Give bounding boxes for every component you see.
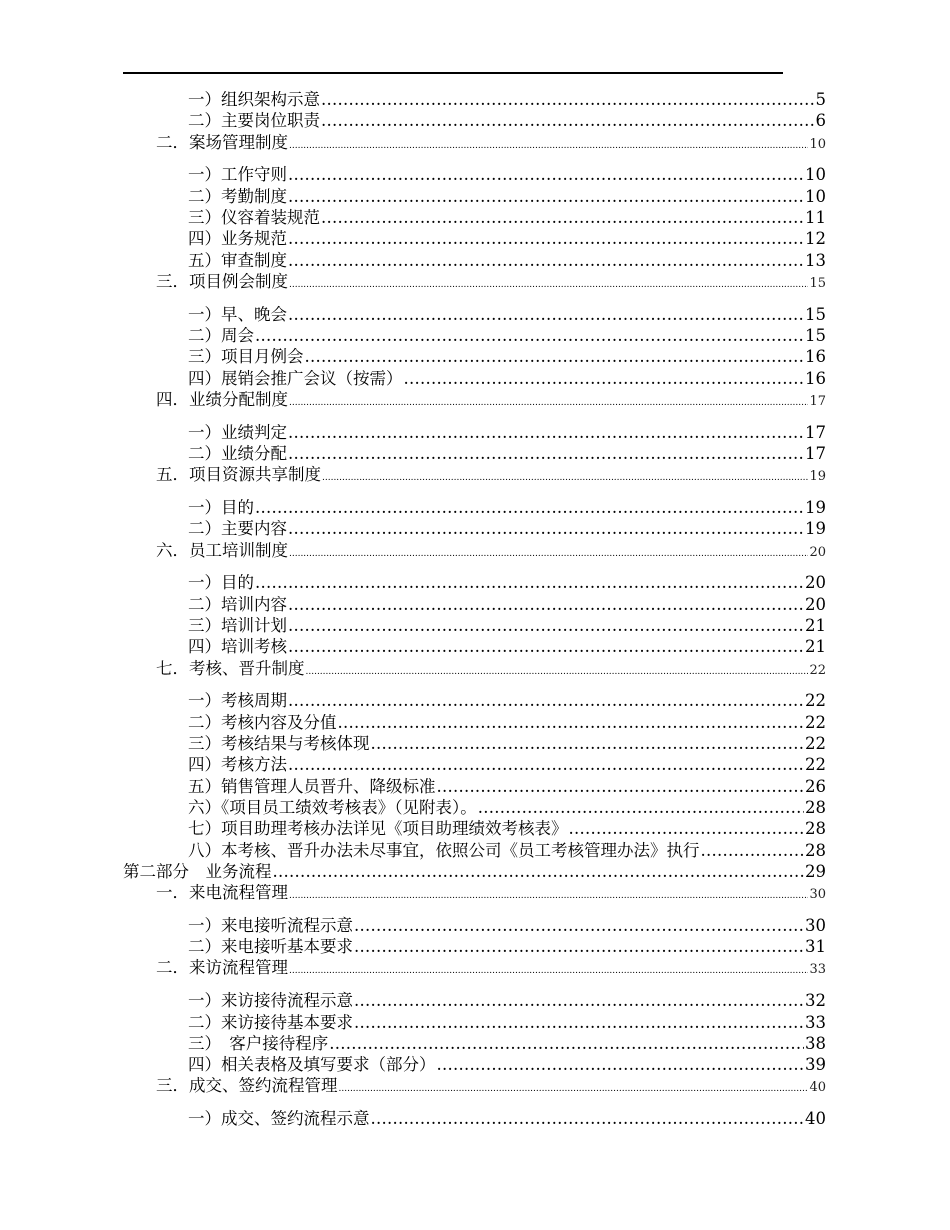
toc-section-entry[interactable] bbox=[156, 271, 826, 292]
dot-leader bbox=[288, 594, 804, 615]
toc-entry-page: 30 bbox=[805, 915, 826, 935]
toc-entry-page: 22 bbox=[809, 662, 826, 678]
dot-leader bbox=[437, 1054, 805, 1075]
dot-leader bbox=[255, 325, 804, 346]
toc-entry-page: 22 bbox=[805, 691, 826, 711]
toc-entry[interactable] bbox=[188, 615, 826, 636]
toc-entry-title: 一）工作守则 bbox=[188, 165, 287, 185]
toc-entry[interactable] bbox=[188, 207, 826, 228]
dot-leader bbox=[354, 990, 804, 1011]
dot-leader bbox=[289, 275, 808, 296]
toc-entry-page: 12 bbox=[805, 229, 826, 249]
toc-entry-title: 六．员工培训制度 bbox=[156, 540, 288, 560]
toc-entry-title: 一）目的 bbox=[188, 573, 254, 593]
toc-entry-page: 19 bbox=[805, 519, 826, 539]
toc-entry-title: 七）项目助理考核办法详见《项目助理绩效考核表》 bbox=[188, 819, 568, 839]
toc-entry-page: 28 bbox=[805, 840, 826, 860]
toc-entry-title: 一）业绩判定 bbox=[188, 422, 287, 442]
dot-leader bbox=[338, 712, 805, 733]
toc-entry-title: 四）培训考核 bbox=[188, 637, 287, 657]
toc-entry[interactable] bbox=[188, 1012, 826, 1033]
toc-section-entry[interactable] bbox=[156, 882, 826, 903]
toc-entry[interactable] bbox=[188, 1033, 826, 1054]
dot-leader bbox=[354, 915, 804, 936]
toc-entry-title: 三）项目月例会 bbox=[188, 347, 304, 367]
toc-entry-page: 17 bbox=[805, 422, 826, 442]
toc-entry[interactable] bbox=[188, 776, 826, 797]
toc-entry[interactable] bbox=[188, 346, 826, 367]
toc-entry[interactable] bbox=[188, 840, 826, 861]
toc-entry-title: 五）审查制度 bbox=[188, 250, 287, 270]
dot-leader bbox=[354, 1012, 804, 1033]
toc-entry-page: 28 bbox=[805, 819, 826, 839]
toc-entry-page: 30 bbox=[809, 887, 826, 903]
toc-entry-page: 6 bbox=[815, 111, 826, 131]
dot-leader bbox=[273, 861, 805, 882]
dot-leader bbox=[288, 754, 804, 775]
toc-entry-page: 29 bbox=[805, 861, 826, 881]
toc-entry-title: 三）考核结果与考核体现 bbox=[188, 734, 370, 754]
toc-entry-page: 16 bbox=[805, 347, 826, 367]
toc-entry-title: 七．考核、晋升制度 bbox=[156, 658, 305, 678]
toc-entry-title: 二）业绩分配 bbox=[188, 443, 287, 463]
toc-entry-title: 二．案场管理制度 bbox=[156, 132, 288, 152]
dot-leader bbox=[371, 1108, 805, 1129]
toc-entry[interactable] bbox=[188, 325, 826, 346]
toc-entry-page: 15 bbox=[809, 275, 826, 291]
dot-leader bbox=[371, 733, 805, 754]
dot-leader bbox=[289, 393, 808, 414]
toc-section-entry[interactable] bbox=[156, 464, 826, 485]
dot-leader bbox=[305, 346, 805, 367]
toc-entry-page: 15 bbox=[805, 304, 826, 324]
toc-entry[interactable] bbox=[188, 936, 826, 957]
dot-leader bbox=[354, 936, 804, 957]
toc-entry-page: 26 bbox=[805, 776, 826, 796]
toc-entry-page: 15 bbox=[805, 325, 826, 345]
toc-entry-title: 一）成交、签约流程示意 bbox=[188, 1109, 370, 1129]
toc-entry[interactable] bbox=[188, 990, 826, 1011]
dot-leader bbox=[339, 1079, 809, 1100]
toc-entry-page: 21 bbox=[805, 637, 826, 657]
toc-entry-page: 5 bbox=[815, 90, 826, 109]
dot-leader bbox=[288, 228, 804, 249]
toc-entry[interactable] bbox=[188, 89, 826, 110]
toc-entry-title: 二．来访流程管理 bbox=[156, 958, 288, 978]
toc-entry-page: 22 bbox=[805, 712, 826, 732]
dot-leader bbox=[701, 840, 805, 861]
toc-entry-title: 四）相关表格及填写要求（部分） bbox=[188, 1055, 436, 1075]
toc-entry-page: 20 bbox=[805, 594, 826, 614]
toc-entry-page: 32 bbox=[805, 991, 826, 1011]
toc-entry-page: 19 bbox=[805, 498, 826, 518]
dot-leader bbox=[288, 615, 804, 636]
toc-entry[interactable] bbox=[188, 636, 826, 657]
dot-leader bbox=[321, 89, 815, 110]
toc-entry-title: 五）销售管理人员晋升、降级标准 bbox=[188, 776, 436, 796]
toc-entry-title: 第二部分 业务流程 bbox=[123, 861, 272, 881]
toc-entry-title: 二）主要岗位职责 bbox=[188, 111, 320, 131]
toc-entry-title: 二）来访接待基本要求 bbox=[188, 1012, 353, 1032]
toc-entry-page: 40 bbox=[805, 1109, 826, 1129]
toc-section-entry[interactable] bbox=[156, 389, 826, 410]
toc-entry-page: 17 bbox=[809, 393, 826, 409]
dot-leader bbox=[288, 164, 804, 185]
toc-entry[interactable] bbox=[188, 368, 826, 389]
toc-entry[interactable] bbox=[188, 754, 826, 775]
toc-entry[interactable] bbox=[188, 250, 826, 271]
toc-entry-page: 19 bbox=[809, 469, 826, 485]
toc-entry-page: 40 bbox=[809, 1080, 826, 1096]
dot-leader bbox=[288, 422, 804, 443]
toc-entry-title: 三）培训计划 bbox=[188, 616, 287, 636]
toc-entry-title: 三） 客户接待程序 bbox=[188, 1033, 329, 1053]
toc-entry[interactable] bbox=[188, 422, 826, 443]
toc-entry[interactable] bbox=[188, 594, 826, 615]
toc-entry-title: 六）《项目员工绩效考核表》（见附表）。 bbox=[188, 797, 477, 817]
toc-entry[interactable] bbox=[188, 228, 826, 249]
toc-entry-page: 10 bbox=[805, 186, 826, 206]
dot-leader bbox=[288, 250, 804, 271]
dot-leader bbox=[437, 776, 805, 797]
toc-entry-page: 17 bbox=[805, 443, 826, 463]
toc-entry-page: 33 bbox=[809, 962, 826, 978]
toc-section-entry[interactable] bbox=[156, 132, 826, 153]
toc-entry-title: 二）主要内容 bbox=[188, 519, 287, 539]
toc-entry-page: 31 bbox=[805, 937, 826, 957]
toc-entry[interactable] bbox=[188, 915, 826, 936]
toc-entry-title: 一）组织架构示意 bbox=[188, 90, 320, 109]
dot-leader bbox=[322, 468, 808, 489]
toc-entry[interactable] bbox=[188, 797, 826, 818]
toc-entry-page: 21 bbox=[805, 616, 826, 636]
toc-entry-title: 二）来电接听基本要求 bbox=[188, 937, 353, 957]
dot-leader bbox=[289, 886, 808, 907]
dot-leader bbox=[569, 818, 805, 839]
toc-entry[interactable] bbox=[188, 304, 826, 325]
dot-leader bbox=[288, 304, 804, 325]
dot-leader bbox=[404, 368, 805, 389]
toc-entry-page: 33 bbox=[805, 1012, 826, 1032]
toc-entry-title: 二）周会 bbox=[188, 325, 254, 345]
toc-entry-page: 10 bbox=[809, 136, 826, 152]
toc-entry[interactable] bbox=[188, 572, 826, 593]
toc-section-entry[interactable] bbox=[156, 658, 826, 679]
toc-entry-page: 13 bbox=[805, 250, 826, 270]
dot-leader bbox=[321, 207, 804, 228]
toc-entry-page: 22 bbox=[805, 755, 826, 775]
dot-leader bbox=[289, 544, 808, 565]
dot-leader bbox=[255, 497, 804, 518]
toc-entry-title: 二）培训内容 bbox=[188, 594, 287, 614]
toc-entry[interactable] bbox=[188, 1108, 826, 1129]
toc-entry-title: 四．业绩分配制度 bbox=[156, 389, 288, 409]
dot-leader bbox=[478, 797, 804, 818]
toc-section-entry[interactable] bbox=[156, 957, 826, 978]
toc-entry-page: 38 bbox=[805, 1033, 826, 1053]
dot-leader bbox=[288, 690, 804, 711]
toc-entry-title: 三．成交、签约流程管理 bbox=[156, 1076, 338, 1096]
toc-entry-title: 二）考核内容及分值 bbox=[188, 712, 337, 732]
toc-entry[interactable] bbox=[188, 518, 826, 539]
toc-entry-title: 一）来访接待流程示意 bbox=[188, 991, 353, 1011]
toc-entry-title: 四）考核方法 bbox=[188, 755, 287, 775]
toc-entry[interactable] bbox=[188, 818, 826, 839]
toc-entry[interactable] bbox=[188, 110, 826, 131]
toc-entry-page: 39 bbox=[805, 1055, 826, 1075]
toc-entry[interactable] bbox=[188, 1054, 826, 1075]
toc-entry-title: 四）业务规范 bbox=[188, 229, 287, 249]
toc-entry[interactable] bbox=[188, 443, 826, 464]
dot-leader bbox=[289, 961, 808, 982]
toc-entry-title: 三．项目例会制度 bbox=[156, 271, 288, 291]
toc-entry-title: 一）考核周期 bbox=[188, 691, 287, 711]
toc-entry-title: 八）本考核、晋升办法未尽事宜，依照公司《员工考核管理办法》执行 bbox=[188, 840, 700, 860]
toc-entry[interactable] bbox=[188, 164, 826, 185]
dot-leader bbox=[329, 1033, 804, 1054]
toc-entry-title: 一）目的 bbox=[188, 498, 254, 518]
toc-entry[interactable] bbox=[188, 733, 826, 754]
toc-entry-page: 16 bbox=[805, 368, 826, 388]
toc-part-entry[interactable] bbox=[123, 861, 826, 882]
dot-leader bbox=[255, 572, 804, 593]
toc-entry-title: 三）仪容着装规范 bbox=[188, 207, 320, 227]
toc-section-entry[interactable] bbox=[156, 540, 826, 561]
toc-entry-title: 二）考勤制度 bbox=[188, 186, 287, 206]
toc-section-entry[interactable] bbox=[156, 1075, 826, 1096]
toc-entry-page: 22 bbox=[805, 734, 826, 754]
dot-leader bbox=[288, 443, 804, 464]
dot-leader bbox=[288, 636, 804, 657]
toc-entry-page: 10 bbox=[805, 165, 826, 185]
toc-entry[interactable] bbox=[188, 690, 826, 711]
dot-leader bbox=[306, 662, 809, 683]
toc-entry-page: 20 bbox=[809, 544, 826, 560]
dot-leader bbox=[289, 136, 808, 157]
dot-leader bbox=[288, 186, 804, 207]
dot-leader bbox=[288, 518, 804, 539]
toc-entry-title: 一）早、晚会 bbox=[188, 304, 287, 324]
toc-entry-page: 28 bbox=[805, 797, 826, 817]
header-rule bbox=[123, 72, 783, 74]
table-of-contents bbox=[0, 89, 950, 1130]
toc-entry[interactable] bbox=[188, 497, 826, 518]
toc-entry-title: 一）来电接听流程示意 bbox=[188, 915, 353, 935]
toc-entry-page: 20 bbox=[805, 573, 826, 593]
toc-entry-page: 11 bbox=[805, 207, 826, 227]
toc-entry-title: 四）展销会推广会议（按需） bbox=[188, 368, 403, 388]
dot-leader bbox=[321, 110, 815, 131]
toc-entry[interactable] bbox=[188, 712, 826, 733]
toc-entry-title: 一．来电流程管理 bbox=[156, 883, 288, 903]
toc-entry-title: 五．项目资源共享制度 bbox=[156, 465, 321, 485]
toc-entry[interactable] bbox=[188, 186, 826, 207]
